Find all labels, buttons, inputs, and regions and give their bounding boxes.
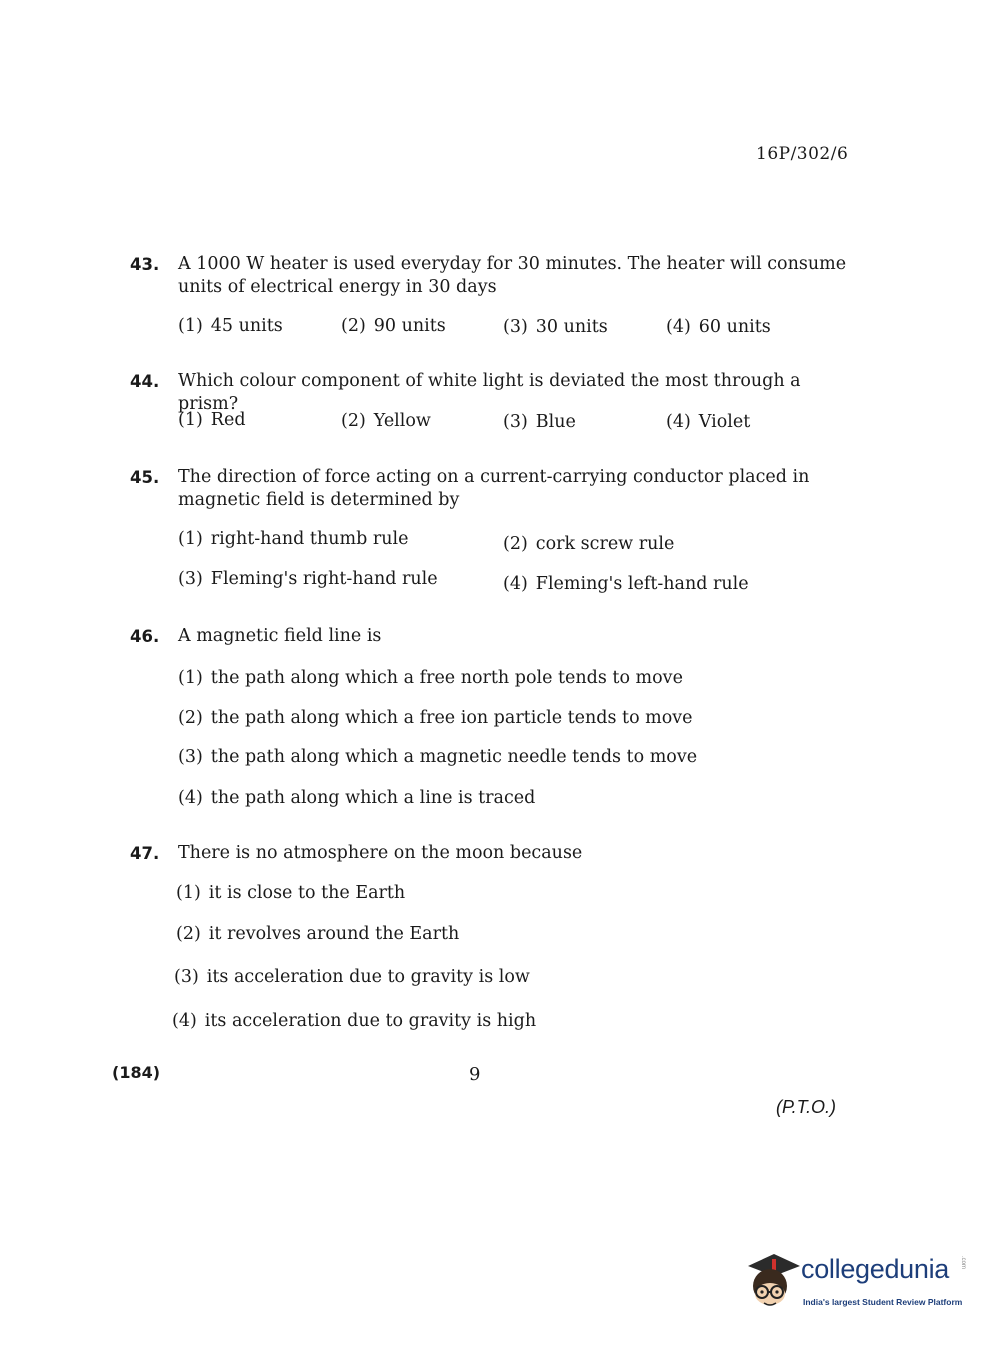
option: (4) 60 units — [666, 317, 771, 337]
question-number: 43. — [130, 255, 160, 274]
question-number: 47. — [130, 844, 160, 863]
logo-domain: .com — [960, 1256, 966, 1270]
option: (3) Blue — [503, 412, 576, 432]
question-text: A magnetic field line is — [178, 626, 382, 646]
option: (4) Fleming's left-hand rule — [503, 574, 749, 594]
question-number: 45. — [130, 468, 160, 487]
option: (3) 30 units — [503, 317, 608, 337]
option: (1) it is close to the Earth — [176, 883, 406, 903]
logo-tagline: India's largest Student Review Platform — [803, 1297, 963, 1307]
question-text: Which colour component of white light is deviated the most through a prism? — [178, 371, 801, 414]
option: (4) Violet — [666, 412, 751, 432]
option: (2) cork screw rule — [503, 534, 675, 554]
booklet-code: (184) — [112, 1063, 161, 1082]
question-45 — [130, 466, 850, 512]
option: (2) Yellow — [341, 411, 431, 431]
question-46 — [130, 625, 850, 648]
pto-label: (P.T.O.) — [776, 1097, 837, 1117]
paper-code: 16P/302/6 — [756, 144, 849, 164]
question-47 — [130, 842, 850, 865]
logo-wordmark: collegedunia — [801, 1254, 950, 1284]
option: (1) 45 units — [178, 316, 283, 336]
page-number: 9 — [469, 1064, 481, 1085]
option: (2) the path along which a free ion particle tends to move — [178, 708, 693, 728]
question-number: 44. — [130, 372, 160, 391]
mascot-icon — [742, 1250, 802, 1318]
question-number: 46. — [130, 627, 160, 646]
question-43 — [130, 253, 850, 299]
option: (2) 90 units — [341, 316, 446, 336]
option: (1) the path along which a free north pole tends to move — [178, 668, 683, 688]
collegedunia-logo — [742, 1250, 972, 1320]
option: (3) the path along which a magnetic needle tends to move — [178, 747, 698, 767]
option: (1) right-hand thumb rule — [178, 529, 409, 549]
option: (3) its acceleration due to gravity is low — [174, 967, 530, 987]
option: (3) Fleming's right-hand rule — [178, 569, 438, 589]
option: (2) it revolves around the Earth — [176, 924, 460, 944]
option: (4) the path along which a line is traced — [178, 788, 536, 808]
question-text: There is no atmosphere on the moon because — [178, 843, 583, 863]
option: (4) its acceleration due to gravity is high — [172, 1011, 537, 1031]
question-text: A 1000 W heater is used everyday for 30 minutes. The heater will consume units of electrical energy in 30 days — [178, 254, 847, 297]
option: (1) Red — [178, 410, 246, 430]
question-text: The direction of force acting on a current-carrying conductor placed in magnetic field is determined by — [178, 467, 810, 510]
